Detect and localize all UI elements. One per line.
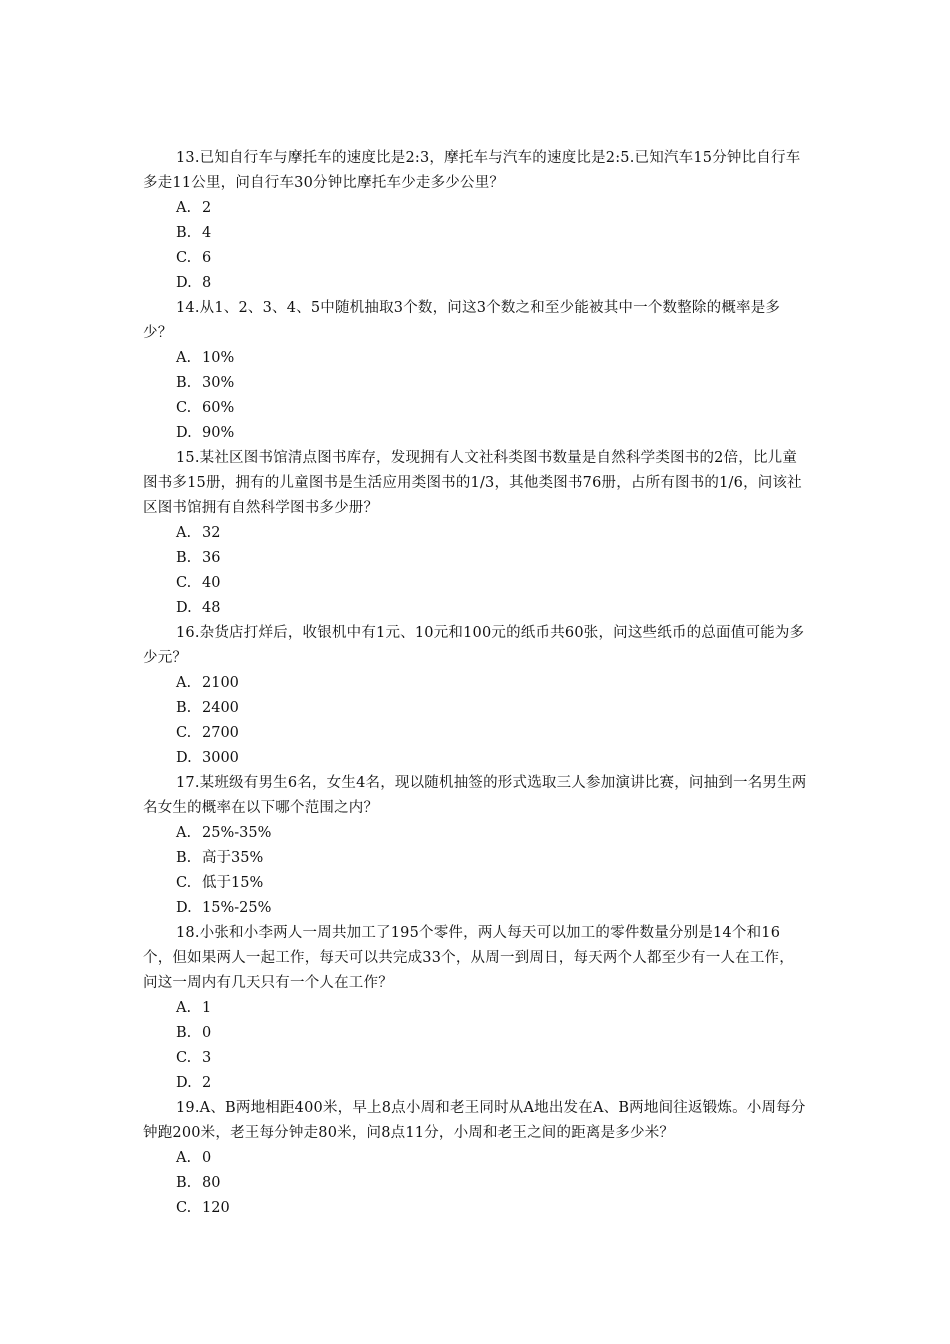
option-value: 40	[202, 575, 221, 591]
option-value: 低于15%	[202, 875, 264, 891]
option-value: 120	[202, 1200, 230, 1216]
option-letter: C.	[176, 1200, 192, 1216]
option-a	[143, 196, 807, 221]
option-value: 6	[202, 250, 212, 266]
question-text: 15.某社区图书馆清点图书库存，发现拥有人文社科类图书数量是自然科学类图书的2倍，比儿童图书多15册，拥有的儿童图书是生活应用类图书的1/3，其他类图书76册，占所有图书的1/6，问该社区图书馆拥有自然科学图书多少册？	[143, 450, 802, 516]
option-value: 3000	[202, 750, 239, 766]
option-letter: A.	[176, 1150, 192, 1166]
option-letter: B.	[176, 225, 192, 241]
question-text: 19.A、B两地相距400米，早上8点小周和老王同时从A地出发在A、B两地间往返锻炼。小周每分钟跑200米，老王每分钟走80米，问8点11分，小周和老王之间的距离是多少米？	[143, 1100, 806, 1141]
option-letter: C.	[176, 575, 192, 591]
option-list	[143, 521, 807, 621]
question-19	[143, 1096, 807, 1221]
option-d	[143, 896, 807, 921]
option-value: 2100	[202, 675, 239, 691]
option-letter: D.	[176, 425, 192, 441]
option-c	[143, 396, 807, 421]
option-a	[143, 996, 807, 1021]
option-a	[143, 671, 807, 696]
option-value: 0	[202, 1025, 212, 1041]
question-16	[143, 621, 807, 771]
option-letter: C.	[176, 725, 192, 741]
option-a	[143, 346, 807, 371]
option-letter: D.	[176, 900, 192, 916]
question-17	[143, 771, 807, 921]
option-letter: D.	[176, 275, 192, 291]
option-value: 32	[202, 525, 221, 541]
option-letter: C.	[176, 250, 192, 266]
question-14	[143, 296, 807, 446]
question-18	[143, 921, 807, 1096]
option-value: 15%-25%	[202, 900, 272, 916]
option-d	[143, 746, 807, 771]
option-b	[143, 1171, 807, 1196]
option-value: 60%	[202, 400, 235, 416]
option-a	[143, 821, 807, 846]
option-letter: B.	[176, 700, 192, 716]
option-letter: B.	[176, 1175, 192, 1191]
option-b	[143, 1021, 807, 1046]
question-15	[143, 446, 807, 621]
option-d	[143, 1071, 807, 1096]
option-d	[143, 596, 807, 621]
option-a	[143, 521, 807, 546]
option-letter: A.	[176, 1000, 192, 1016]
option-b	[143, 846, 807, 871]
question-text: 17.某班级有男生6名，女生4名，现以随机抽签的形式选取三人参加演讲比赛，问抽到一名男生两名女生的概率在以下哪个范围之内？	[143, 775, 807, 816]
option-d	[143, 421, 807, 446]
option-value: 2400	[202, 700, 239, 716]
option-letter: D.	[176, 750, 192, 766]
option-a	[143, 1146, 807, 1171]
option-value: 80	[202, 1175, 221, 1191]
question-text: 14.从1、2、3、4、5中随机抽取3个数，问这3个数之和至少能被其中一个数整除的概率是多少？	[143, 300, 781, 341]
option-letter: C.	[176, 400, 192, 416]
option-c	[143, 721, 807, 746]
option-letter: A.	[176, 825, 192, 841]
question-text: 16.杂货店打烊后，收银机中有1元、10元和100元的纸币共60张，问这些纸币的总面值可能为多少元？	[143, 625, 805, 666]
option-value: 1	[202, 1000, 212, 1016]
question-text: 18.小张和小李两人一周共加工了195个零件，两人每天可以加工的零件数量分别是14个和16个，但如果两人一起工作，每天可以共完成33个，从周一到周日，每天两个人都至少有一人在工作，问这一周内有几天只有一个人在工作？	[143, 925, 794, 991]
option-value: 90%	[202, 425, 235, 441]
option-letter: B.	[176, 850, 192, 866]
option-c	[143, 871, 807, 896]
option-value: 10%	[202, 350, 235, 366]
option-value: 3	[202, 1050, 212, 1066]
option-c	[143, 1196, 807, 1221]
option-b	[143, 371, 807, 396]
option-c	[143, 571, 807, 596]
option-b	[143, 221, 807, 246]
option-letter: A.	[176, 200, 192, 216]
option-letter: B.	[176, 375, 192, 391]
option-d	[143, 271, 807, 296]
option-value: 2	[202, 1075, 212, 1091]
option-letter: D.	[176, 600, 192, 616]
option-letter: A.	[176, 675, 192, 691]
option-list	[143, 821, 807, 921]
option-letter: A.	[176, 350, 192, 366]
option-letter: C.	[176, 1050, 192, 1066]
option-b	[143, 546, 807, 571]
option-value: 0	[202, 1150, 212, 1166]
option-list	[143, 1146, 807, 1221]
option-value: 36	[202, 550, 221, 566]
question-13	[143, 146, 807, 296]
option-value: 2	[202, 200, 212, 216]
option-value: 高于35%	[202, 850, 264, 866]
option-value: 48	[202, 600, 221, 616]
option-letter: D.	[176, 1075, 192, 1091]
option-letter: A.	[176, 525, 192, 541]
option-list	[143, 671, 807, 771]
option-list	[143, 346, 807, 446]
option-letter: B.	[176, 1025, 192, 1041]
option-value: 30%	[202, 375, 235, 391]
option-c	[143, 246, 807, 271]
document-page	[143, 146, 807, 1221]
option-c	[143, 1046, 807, 1071]
option-list	[143, 196, 807, 296]
option-value: 25%-35%	[202, 825, 272, 841]
option-list	[143, 996, 807, 1096]
option-value: 8	[202, 275, 212, 291]
option-letter: B.	[176, 550, 192, 566]
option-letter: C.	[176, 875, 192, 891]
option-value: 2700	[202, 725, 239, 741]
option-value: 4	[202, 225, 212, 241]
option-b	[143, 696, 807, 721]
question-text: 13.已知自行车与摩托车的速度比是2:3，摩托车与汽车的速度比是2:5.已知汽车15分钟比自行车多走11公里，问自行车30分钟比摩托车少走多少公里？	[143, 150, 801, 191]
